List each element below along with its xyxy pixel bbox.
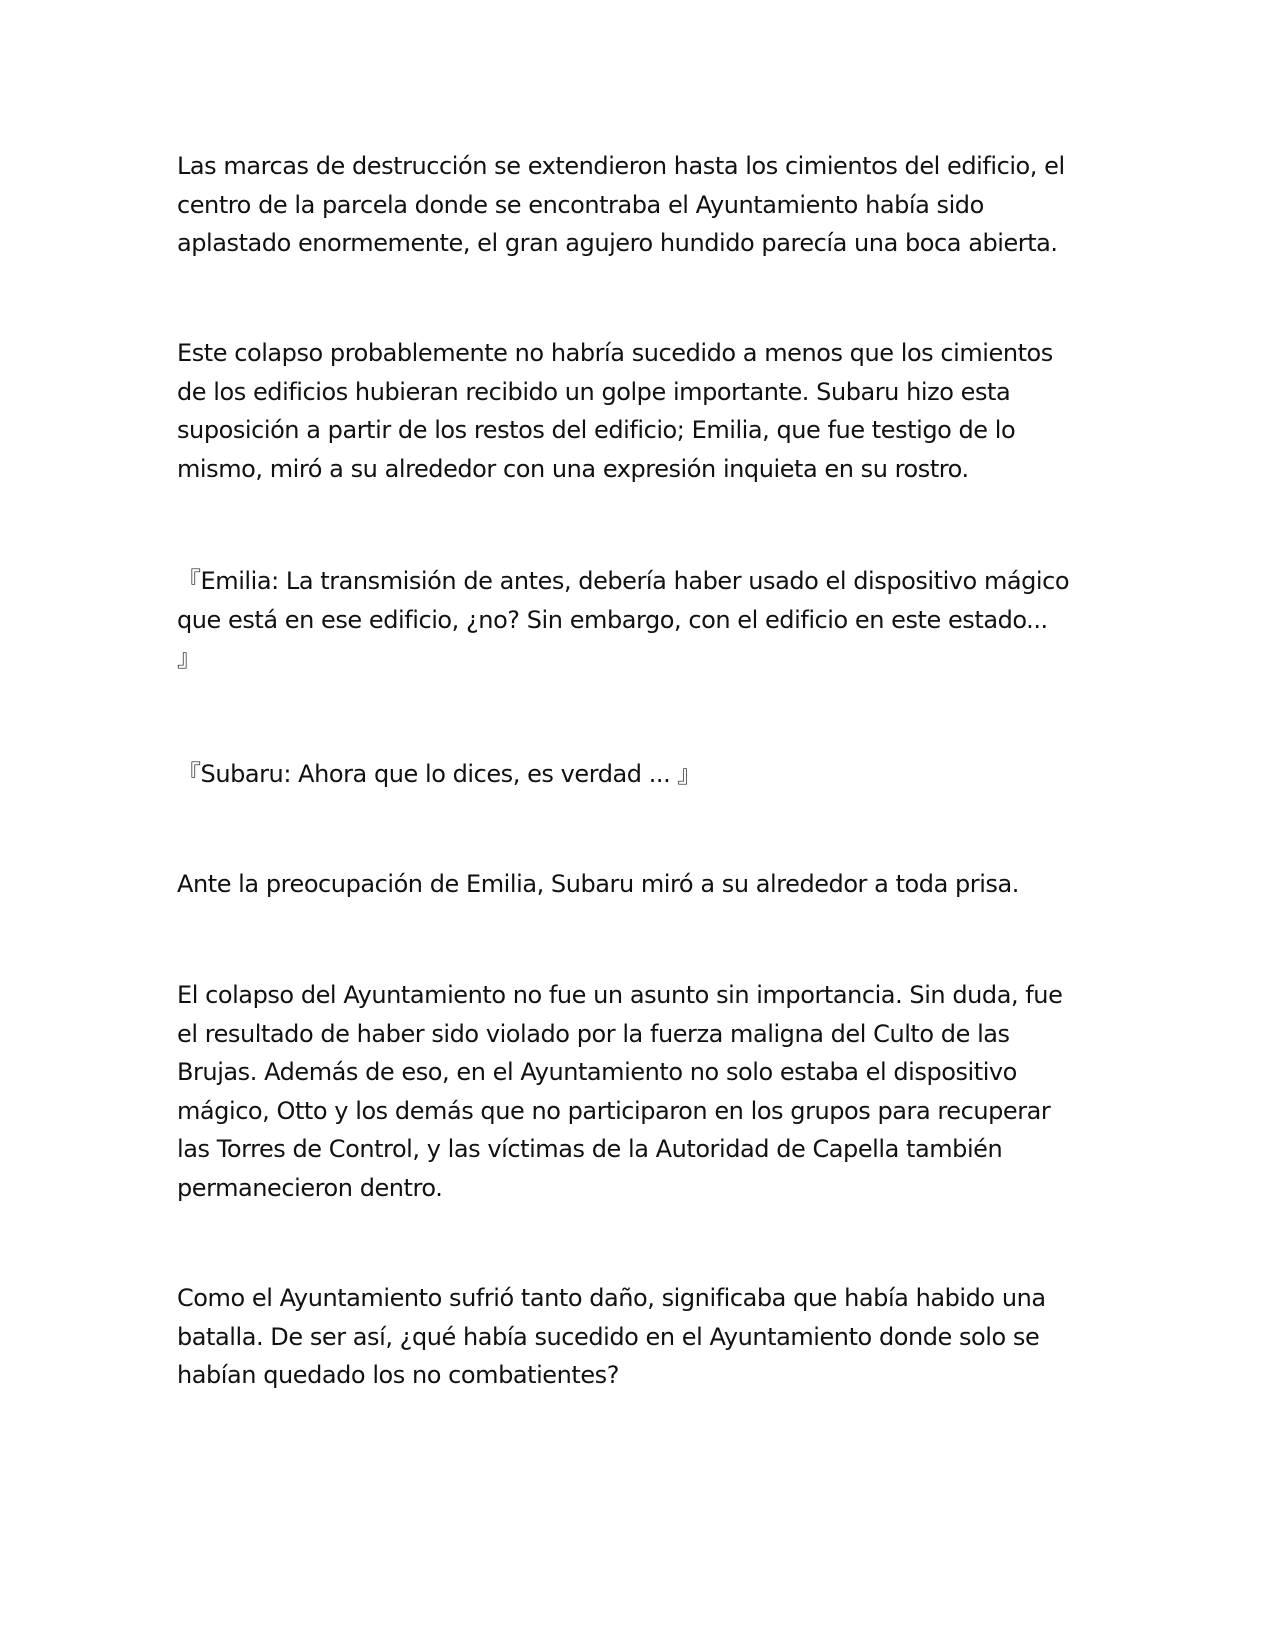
- text-line: Como el Ayuntamiento sufrió tanto daño, significaba que había habido una: [177, 1284, 1046, 1312]
- text-line: aplastado enormemente, el gran agujero hundido parecía una boca abierta.: [177, 229, 1058, 257]
- paragraph-concern: [177, 865, 1102, 904]
- text-line: suposición a partir de los restos del edificio; Emilia, que fue testigo de lo: [177, 416, 1016, 444]
- text-line: habían quedado los no combatientes?: [177, 1361, 619, 1389]
- text-line: mismo, miró a su alrededor con una expresión inquieta en su rostro.: [177, 454, 969, 483]
- paragraph-destruction: [177, 147, 1102, 263]
- text-line: las Torres de Control, y las víctimas de la Autoridad de Capella también: [177, 1135, 1003, 1163]
- text-line: mágico, Otto y los demás que no participaron en los grupos para recuperar: [177, 1096, 1051, 1125]
- text-line: 』: [177, 644, 201, 672]
- text-line: 『Subaru: Ahora que lo dices, es verdad ... 』: [177, 760, 701, 788]
- text-line: Este colapso probablemente no habría sucedido a menos que los cimientos: [177, 339, 1053, 367]
- paragraph-battle: [177, 1279, 1102, 1395]
- dialogue-emilia: [177, 562, 1102, 678]
- text-line: Las marcas de destrucción se extendieron hasta los cimientos del edificio, el: [177, 152, 1065, 180]
- text-line: de los edificios hubieran recibido un golpe importante. Subaru hizo esta: [177, 377, 1011, 406]
- text-line: El colapso del Ayuntamiento no fue un asunto sin importancia. Sin duda, fue: [177, 981, 1063, 1009]
- text-line: 『Emilia: La transmisión de antes, debería haber usado el dispositivo mágico: [177, 567, 1070, 595]
- dialogue-subaru: [177, 755, 1102, 794]
- text-line: el resultado de haber sido violado por la fuerza maligna del Culto de las: [177, 1019, 1010, 1048]
- text-line: Brujas. Además de eso, en el Ayuntamiento no solo estaba el dispositivo: [177, 1058, 1017, 1086]
- text-line: permanecieron dentro.: [177, 1173, 443, 1202]
- text-line: centro de la parcela donde se encontraba el Ayuntamiento había sido: [177, 190, 984, 219]
- text-line: que está en ese edificio, ¿no? Sin embargo, con el edificio en este estado...: [177, 605, 1048, 634]
- paragraph-town-hall: [177, 976, 1102, 1207]
- text-line: Ante la preocupación de Emilia, Subaru miró a su alrededor a toda prisa.: [177, 870, 1019, 898]
- paragraph-collapse: [177, 334, 1102, 488]
- text-line: batalla. De ser así, ¿qué había sucedido en el Ayuntamiento donde solo se: [177, 1322, 1040, 1351]
